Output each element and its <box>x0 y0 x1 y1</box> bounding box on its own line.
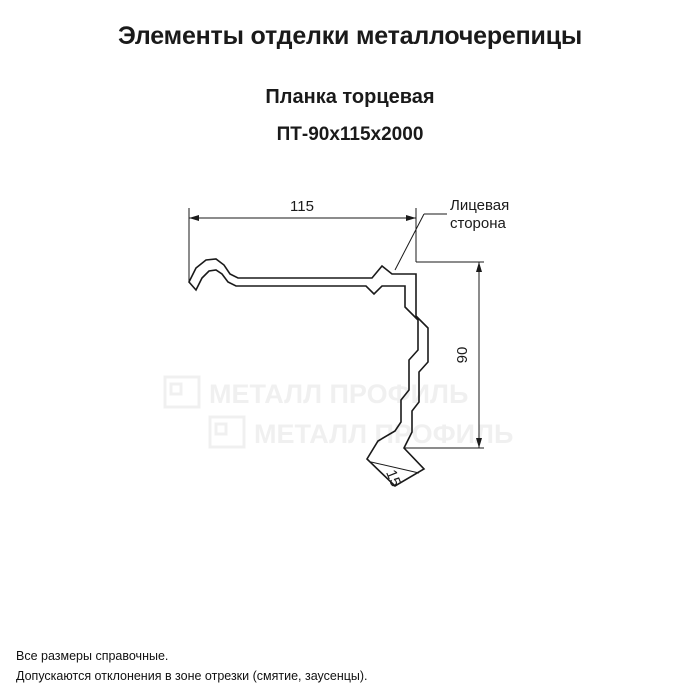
dimension-height-label: 90 <box>454 346 471 364</box>
dimension-flange-label: 15 <box>382 467 405 490</box>
profile-outline <box>189 259 428 486</box>
footnotes <box>16 646 368 686</box>
dimension-width <box>189 208 416 282</box>
face-side-label-line2: сторона <box>450 215 506 232</box>
product-name: Планка торцевая <box>265 86 435 108</box>
drawing-svg <box>0 170 700 530</box>
watermark-text-2: МЕТАЛЛ ПРОФИЛЬ <box>209 379 469 409</box>
footnote-2: Допускаются отклонения в зоне отрезки (смятие, заусенцы). <box>16 669 368 683</box>
page-title: Элементы отделки металлочерепицы <box>117 22 583 50</box>
face-side-label-line1: Лицевая <box>450 197 510 214</box>
technical-drawing <box>0 170 700 530</box>
product-code: ПТ-90х115х2000 <box>276 124 424 145</box>
dimension-width-label: 115 <box>290 198 314 215</box>
watermark-text-1: МЕТАЛЛ ПРОФИЛЬ <box>254 419 514 449</box>
footnote-1: Все размеры справочные. <box>16 649 169 663</box>
